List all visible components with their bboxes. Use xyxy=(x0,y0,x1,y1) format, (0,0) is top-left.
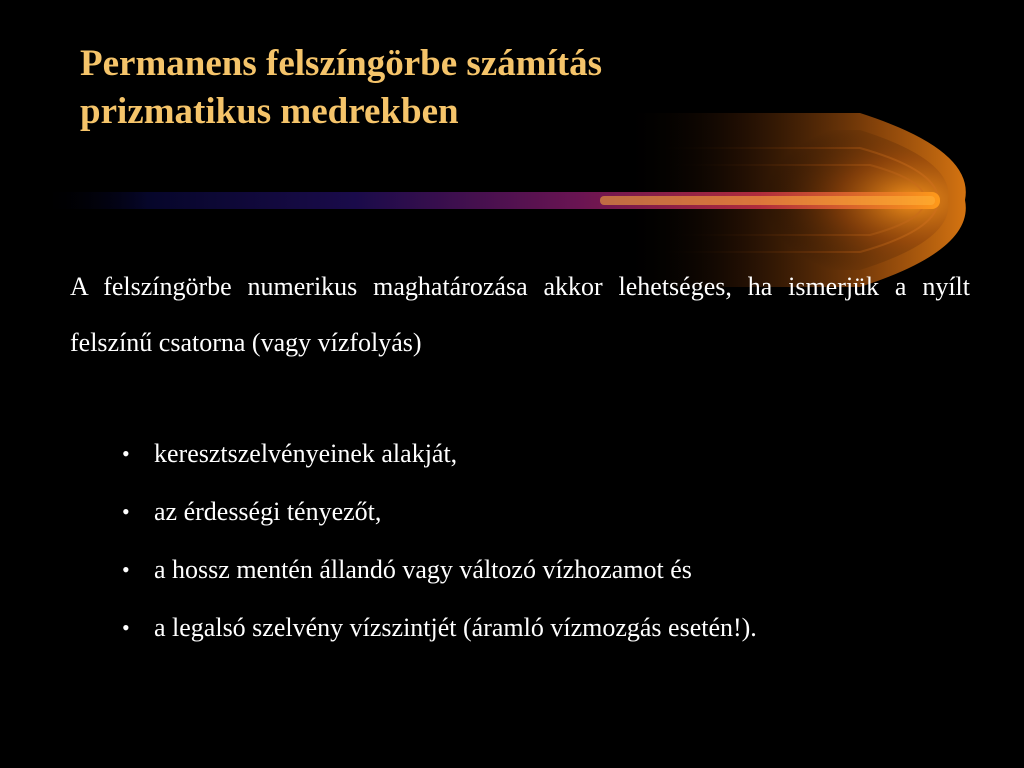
bullet-icon: • xyxy=(122,557,130,582)
bullet-icon: • xyxy=(122,499,130,524)
title-line-1: Permanens felszíngörbe számítás xyxy=(80,43,603,84)
bullet-list xyxy=(122,428,1002,660)
list-item xyxy=(122,602,1002,660)
list-item xyxy=(122,486,1002,544)
bullet-icon: • xyxy=(122,615,130,640)
list-item-text: keresztszelvényeinek alakját, xyxy=(154,439,458,468)
title-line-2: prizmatikus medrekben xyxy=(80,91,459,132)
list-item-text: a hossz mentén állandó vagy változó vízhozamot és xyxy=(154,555,692,584)
intro-paragraph: A felszíngörbe numerikus maghatározása akkor lehetséges, ha ismerjük a nyílt felszínű csatorna (vagy vízfolyás) xyxy=(70,272,970,357)
page-title xyxy=(80,40,780,136)
list-item-text: az érdességi tényezőt, xyxy=(154,497,382,526)
list-item xyxy=(122,544,1002,602)
list-item xyxy=(122,428,1002,486)
bullet-icon: • xyxy=(122,441,130,466)
list-item-text: a legalsó szelvény vízszintjét (áramló vízmozgás esetén!). xyxy=(154,613,757,642)
